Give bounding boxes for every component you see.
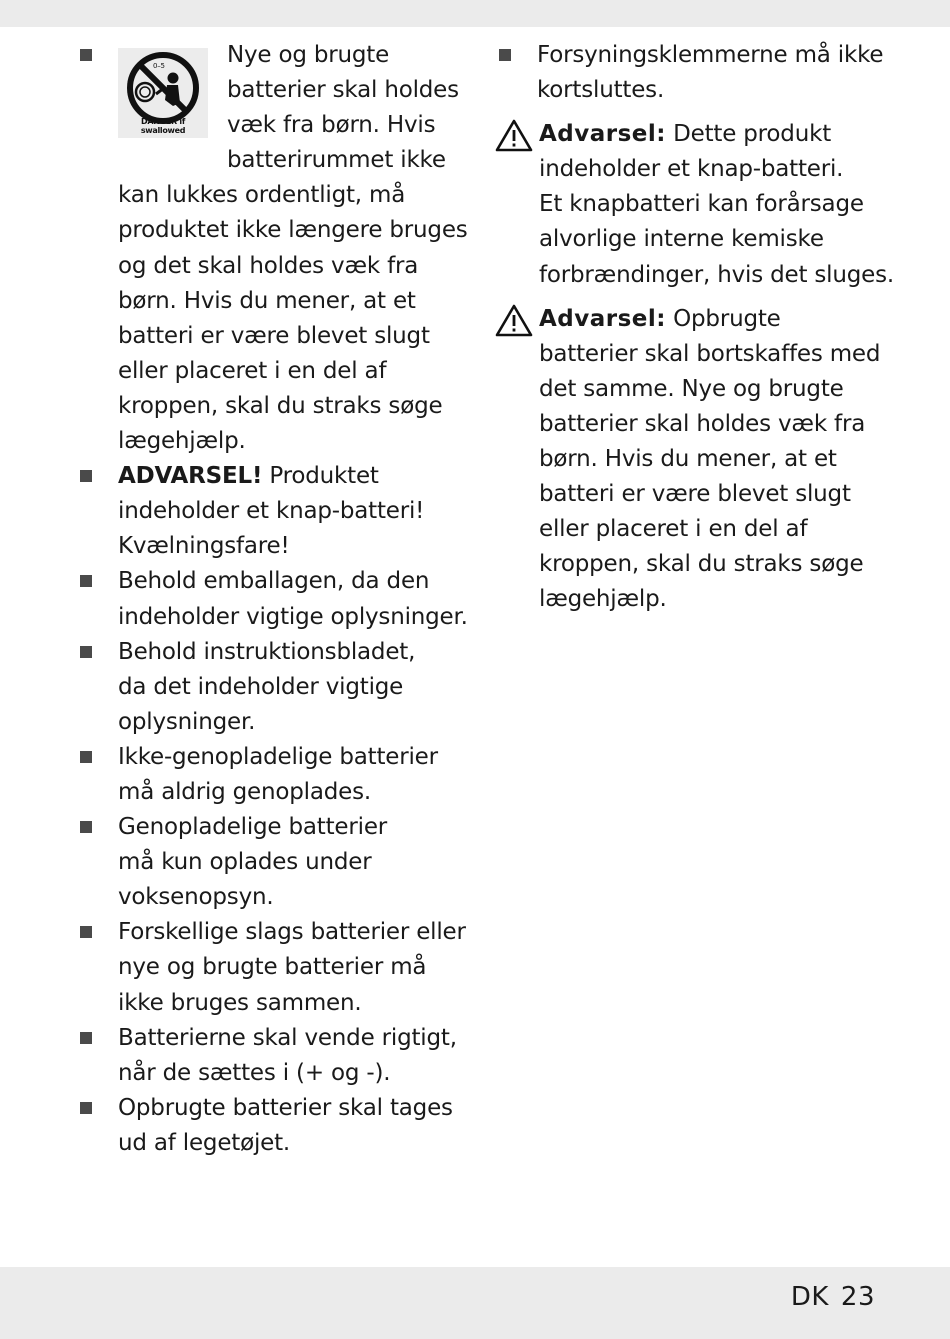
text-line: batterirummet ikke xyxy=(227,147,446,174)
text-line: når de sættes i (+ og -). xyxy=(118,1059,391,1086)
text-line: kroppen, skal du straks søge xyxy=(539,551,864,578)
danger-swallowed-icon xyxy=(118,48,208,138)
list-item-rechargeable xyxy=(78,810,456,915)
text-fragment: Opbrugte xyxy=(666,305,781,332)
text-line: Batterierne skal vende rigtigt, xyxy=(118,1024,457,1051)
list-item-button-battery-warning xyxy=(78,459,456,564)
list-item-keep-packaging xyxy=(78,564,468,634)
square-bullet-icon xyxy=(80,1102,92,1114)
text-line: kortsluttes. xyxy=(537,77,665,104)
text-line: må aldrig genoplades. xyxy=(118,778,371,805)
age-range-label: 0–5 xyxy=(153,62,165,70)
list-item-non-rechargeable xyxy=(78,740,456,810)
text-line: lægehjælp. xyxy=(118,428,246,455)
list-item-mixed-batteries xyxy=(78,915,466,1020)
text-line: og det skal holdes væk fra xyxy=(118,252,419,279)
text-line: væk fra børn. Hvis xyxy=(227,112,436,139)
text-line: batterier skal holdes væk fra xyxy=(539,410,866,437)
warning-title: Advarsel: xyxy=(539,305,666,332)
left-column xyxy=(78,38,468,1161)
text-line: kroppen, skal du straks søge xyxy=(118,392,443,419)
top-band xyxy=(0,0,950,27)
text-fragment: Dette produkt xyxy=(666,121,832,148)
text-line: produktet ikke længere bruges xyxy=(118,217,468,244)
text-line: lægehjælp. xyxy=(539,586,667,613)
text-line: indeholder vigtige oplysninger. xyxy=(118,603,468,630)
square-bullet-icon xyxy=(499,49,511,61)
text-line: Ikke-genopladelige batterier xyxy=(118,743,438,770)
text-line: alvorlige interne kemiske xyxy=(539,226,824,253)
text-line: kan lukkes ordentligt, må xyxy=(118,182,406,209)
text-fragment: Produktet xyxy=(262,463,379,490)
page-footer xyxy=(791,1282,875,1312)
warning-title: Advarsel: xyxy=(539,121,666,148)
text-line: eller placeret i en del af xyxy=(539,516,808,543)
text-line: indeholder et knap-batteri. xyxy=(539,156,844,183)
warning-label: ADVARSEL! xyxy=(118,463,263,490)
list-item-battery-child-safety xyxy=(78,38,468,459)
list-item-remove-used xyxy=(78,1091,456,1161)
warning-triangle-icon xyxy=(495,304,533,337)
text-line: ud af legetøjet. xyxy=(118,1129,291,1156)
text-line: må kun oplades under xyxy=(118,849,372,876)
warning-block-chemical-burns xyxy=(497,117,894,292)
text-line: børn. Hvis du mener, at et xyxy=(118,287,416,314)
text-line: det samme. Nye og brugte xyxy=(539,375,844,402)
text-line: forbrændinger, hvis det sluges. xyxy=(539,261,894,288)
danger-caption: DANGER if swallowed xyxy=(140,117,186,135)
language-code: DK xyxy=(790,1282,829,1312)
text-line: Forskellige slags batterier eller xyxy=(118,919,466,946)
warning-triangle-icon xyxy=(495,119,533,152)
text-line: Kvælningsfare! xyxy=(118,533,290,560)
text-line: batteri er være blevet slugt xyxy=(118,322,430,349)
right-column xyxy=(497,38,894,618)
text-line: batterier skal holdes xyxy=(227,77,459,104)
list-item-polarity xyxy=(78,1021,456,1091)
page-number: 23 xyxy=(840,1282,875,1312)
text-line: eller placeret i en del af xyxy=(118,357,387,384)
square-bullet-icon xyxy=(80,751,92,763)
square-bullet-icon xyxy=(80,575,92,587)
text-line: Opbrugte batterier skal tages xyxy=(118,1094,453,1121)
square-bullet-icon xyxy=(80,926,92,938)
square-bullet-icon xyxy=(80,49,92,61)
text-line: Genopladelige batterier xyxy=(118,814,388,841)
text-line: batterier skal bortskaffes med xyxy=(539,340,881,367)
square-bullet-icon xyxy=(80,470,92,482)
text-line: batteri er være blevet slugt xyxy=(539,481,851,508)
square-bullet-icon xyxy=(80,646,92,658)
list-item-keep-instructions xyxy=(78,635,456,740)
text-line: indeholder et knap-batteri! xyxy=(118,498,425,525)
warning-block-disposal xyxy=(497,302,889,618)
text-line: Et knapbatteri kan forårsage xyxy=(539,191,864,218)
text-line: Forsyningsklemmerne må ikke xyxy=(537,42,884,68)
text-line: Nye og brugte xyxy=(227,42,390,68)
text-line: ikke bruges sammen. xyxy=(118,989,362,1016)
text-line: nye og brugte batterier må xyxy=(118,954,427,981)
text-line: oplysninger. xyxy=(118,708,256,735)
square-bullet-icon xyxy=(80,821,92,833)
list-item-terminals xyxy=(497,38,889,108)
text-line: Behold instruktionsbladet, xyxy=(118,638,416,665)
text-line: voksenopsyn. xyxy=(118,884,274,911)
square-bullet-icon xyxy=(80,1032,92,1044)
text-line: Behold emballagen, da den xyxy=(118,568,430,595)
text-line: børn. Hvis du mener, at et xyxy=(539,446,837,473)
text-line: da det indeholder vigtige xyxy=(118,673,404,700)
